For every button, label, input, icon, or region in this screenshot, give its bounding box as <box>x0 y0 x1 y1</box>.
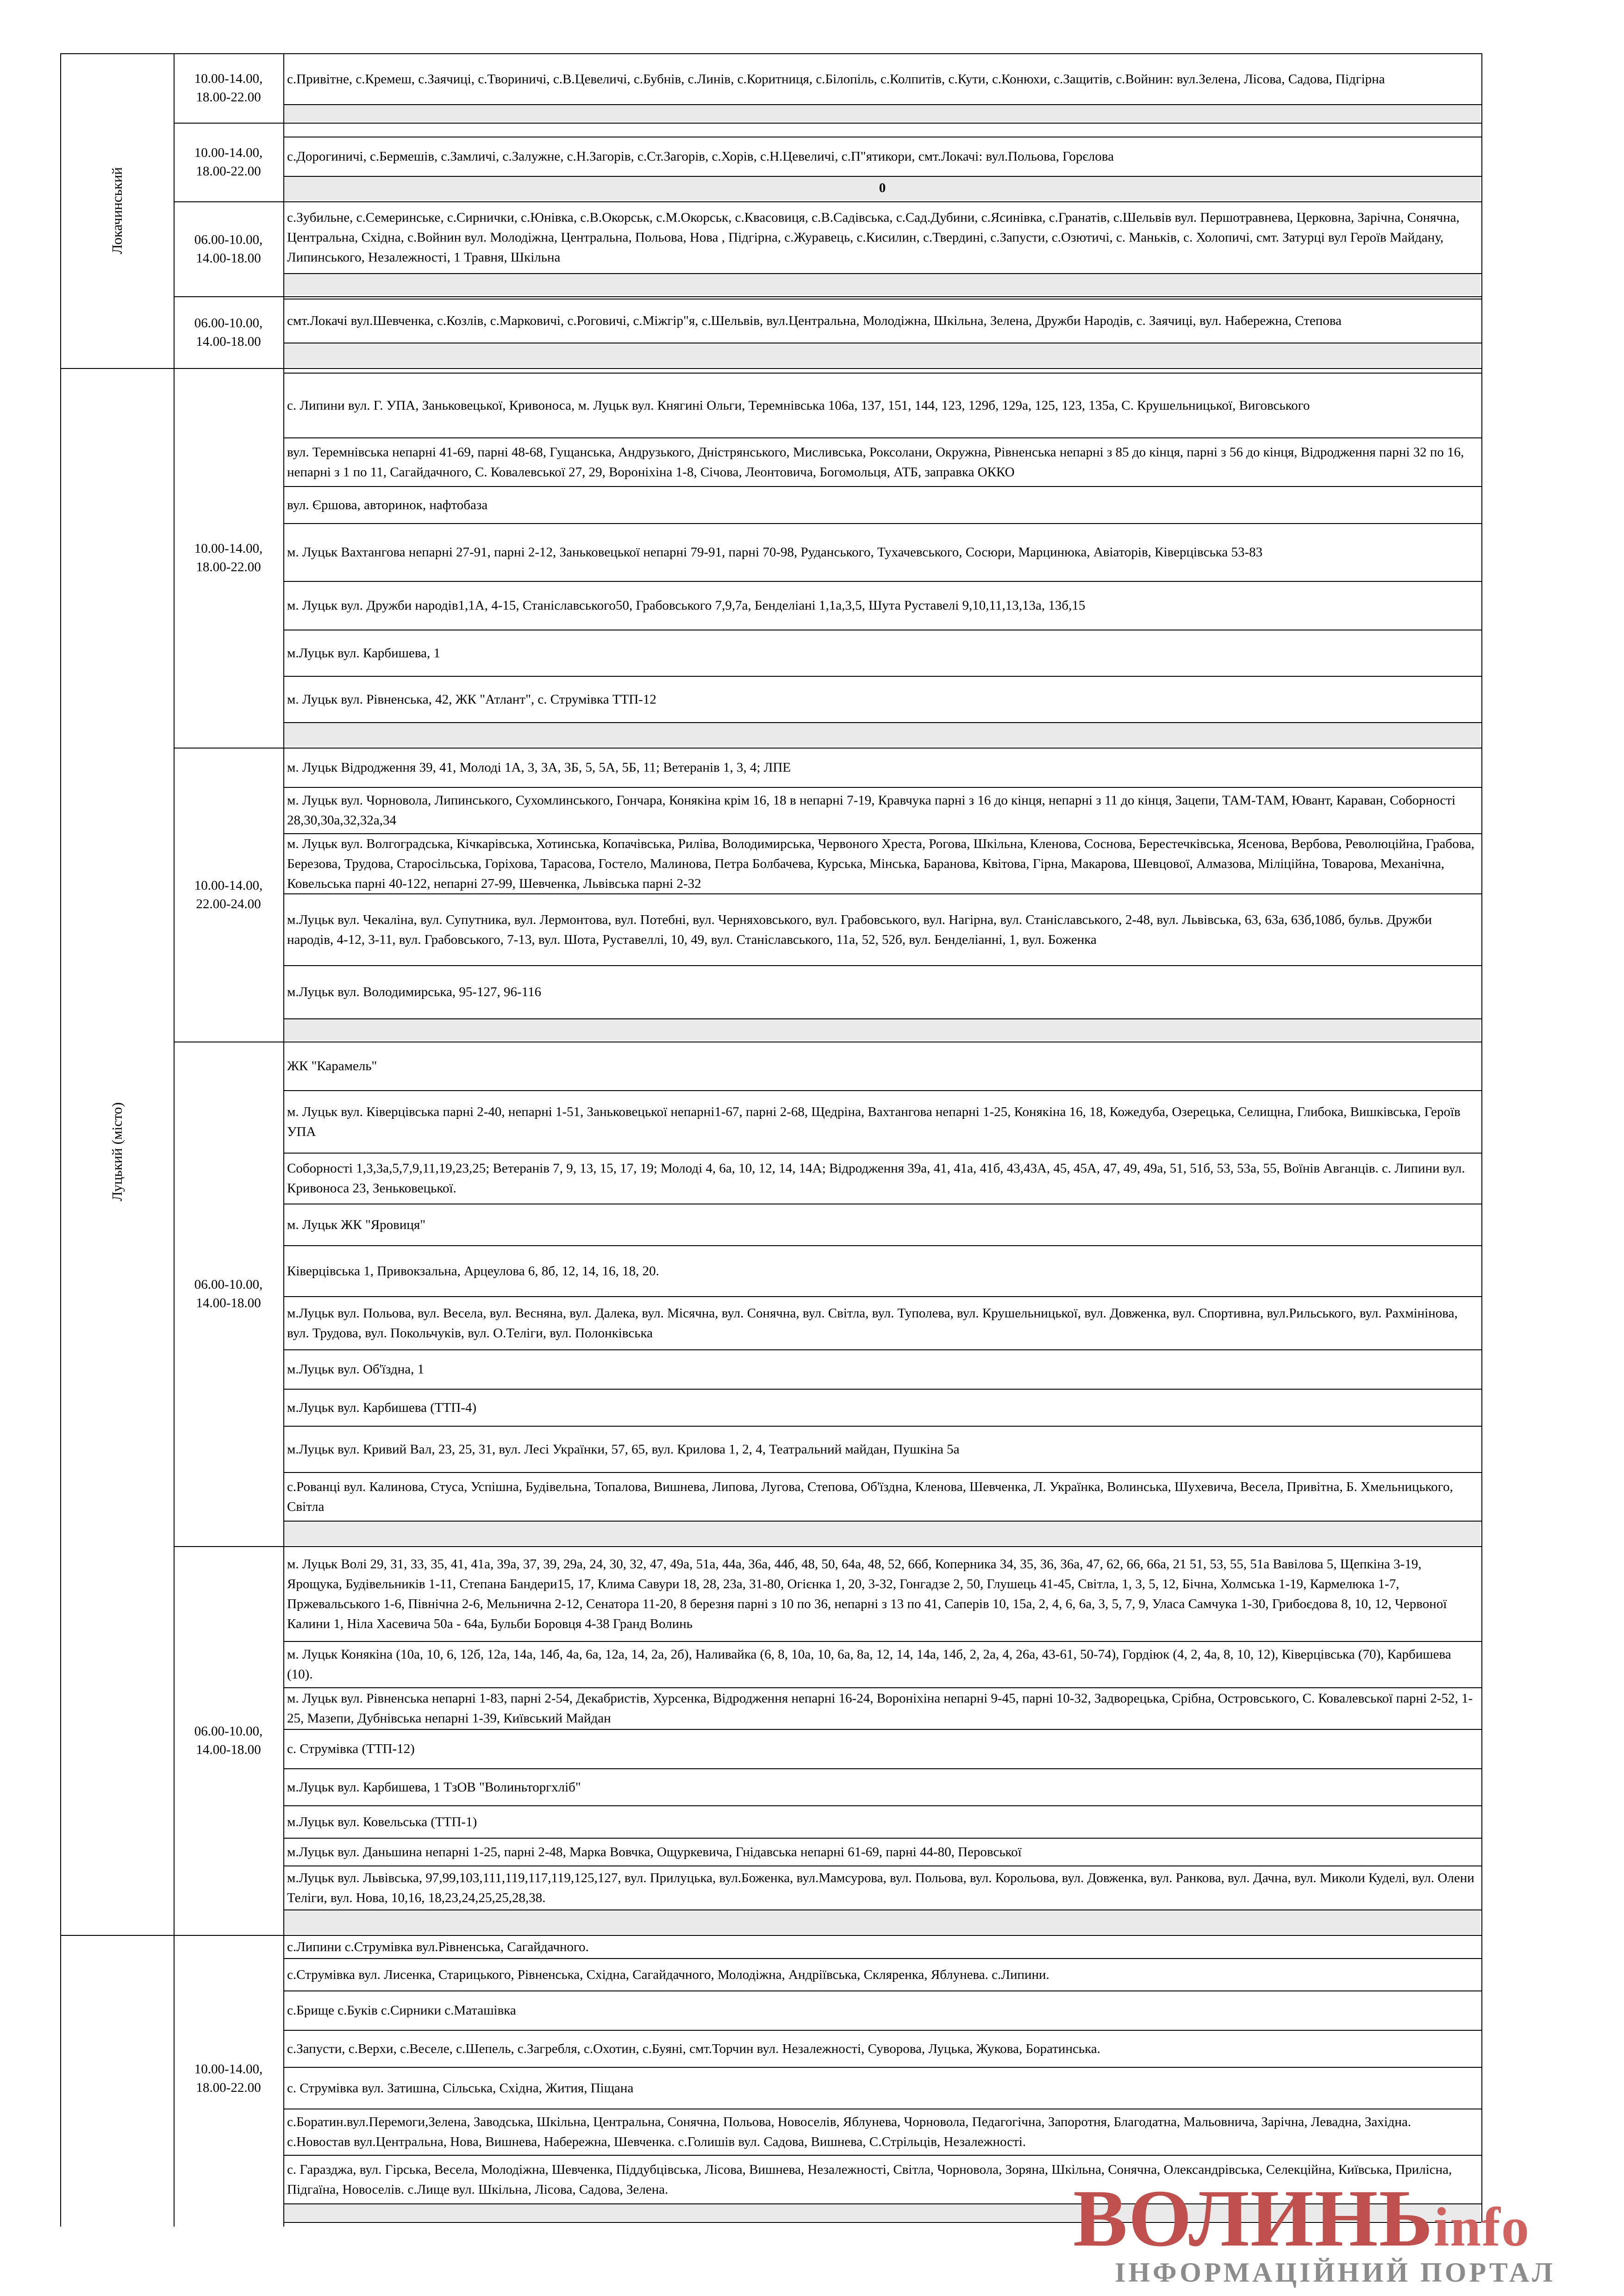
address-text: м.Луцьк вул. Карбишева, 1 ТзОВ "Волиньторгхліб" <box>287 1779 581 1795</box>
row-rule <box>283 1296 1481 1297</box>
time-slot-rule <box>174 748 283 749</box>
row-rule <box>283 104 1481 105</box>
row-rule <box>283 1958 1481 1959</box>
district-name: Локачинський <box>108 167 125 254</box>
address-list <box>287 487 1478 523</box>
separator-row <box>284 274 1480 295</box>
address-list <box>287 2031 1478 2067</box>
separator-row <box>284 1522 1480 1545</box>
address-list <box>287 1091 1478 1153</box>
address-text: с.Дорогиничі, с.Бермешів, с.Замличі, с.Залужне, с.Н.Загорів, с.Ст.Загорів, с.Хорів, с.Н.Цевеличі, с.П"ятикори, смт.Локачі: вул.Польова, Горєлова <box>287 149 1114 164</box>
address-list <box>287 1688 1478 1729</box>
time-slot: 10.00-14.00, 18.00-22.00 <box>194 2062 263 2095</box>
address-list <box>287 1154 1478 1204</box>
address-list <box>287 1806 1478 1838</box>
time-slot-rule <box>174 1546 283 1547</box>
row-rule <box>283 1838 1481 1839</box>
table-column-rule <box>174 53 175 2227</box>
address-text: Соборності 1,3,3а,5,7,9,11,19,23,25; Ветеранів 7, 9, 13, 15, 17, 19; Молоді 4, 6а, 10, 12, 14, 14А; Відродження 39а, 41, 41а, 41б, 43,43А, 45, 45А, 47, 49, 49а, 51, 51б, 53, 53а, 55, Воїнів Авганців. с. Липини вул. Кривоноса 23, Зеньковецької. <box>287 1161 1465 1196</box>
address-list <box>287 1204 1478 1245</box>
address-list <box>287 1042 1478 1090</box>
address-text: м.Луцьк вул. Львівська, 97,99,103,111,119,117,119,125,127, вул. Прилуцька, вул.Боженка, вул.Мамсурова, вул. Польова, вул. Корольова, вул. Довженка, вул. Ранкова, вул. Дачна, вул. Миколи Куделі, вул. Олени Теліги, вул. Нова, 10,16, 18,23,24,25,25,28,38. <box>287 1870 1474 1905</box>
row-rule <box>283 748 1481 749</box>
address-list <box>287 834 1478 893</box>
address-list <box>287 1350 1478 1389</box>
address-text: м.Луцьк вул. Даньшина непарні 1-25, парні 2-48, Марка Вовчка, Ощуркевича, Гнідавська непарні 61-69, парні 44-80, Перовської <box>287 1844 1022 1859</box>
row-rule <box>283 1349 1481 1350</box>
row-rule <box>283 523 1481 524</box>
row-rule <box>283 1687 1481 1688</box>
address-text: м. Луцьк вул. Волгоградська, Кічкарівська, Хотинська, Копачівська, Риліва, Володимирська, Червоного Хреста, Рогова, Шкільна, Кленова, Соснова, Берестечківська, Ясенова, Вербова, Революційна, Грабова, Березова, Трудова, Старосільська, Горіхова, Тарасова, Гостело, Малинова, Петра Болбачева, Курська, Мінська, Баранова, Квітова, Гірна, Макарова, Шевцової, Алмазова, Міліційна, Товарова, Механічна, Ковельська парні 40-122, непарні 27-99, Шевченка, Львівська парні 2-32 <box>287 836 1474 891</box>
address-list <box>287 1866 1478 1909</box>
address-text: с.Боратин.вул.Перемоги,Зелена, Заводська, Шкільна, Центральна, Сонячна, Польова, Новоселів, Яблунева, Чорновола, Педагогічна, Запоротня, Благодатна, Мальовнича, Зарічна, Левадна, Західна. с.Новостав вул.Центральна, Нова, Вишнева, Набережна, Шевченка. с.Голишів вул. Садова, Вишнева, С.Стрільців, Незалежності. <box>287 2115 1412 2149</box>
address-list <box>287 1473 1478 1521</box>
address-text: м.Луцьк вул. Об'їздна, 1 <box>287 1362 425 1377</box>
address-list <box>287 966 1478 1018</box>
address-text: с.Липини с.Струмівка вул.Рівненська, Сагайдачного. <box>287 1939 589 1954</box>
separator-row <box>284 723 1480 747</box>
row-rule <box>283 1909 1481 1910</box>
separator-row <box>284 343 1480 367</box>
address-text: м.Луцьк вул. Карбишева (ТТП-4) <box>287 1400 477 1415</box>
address-text: м. Луцьк вул. Рівненська непарні 1-83, парні 2-54, Декабристів, Хурсенка, Відродження непарні 16-24, Вороніхіна непарні 9-45, парні 10-32, Задворецька, Срібна, Островського, С. Ковалевської парні 2-52, 1-25, Мазепи, Дубнівська непарні 1-39, Київський Майдан <box>287 1691 1473 1726</box>
district-label <box>60 53 174 368</box>
row-rule <box>283 373 1481 374</box>
row-rule <box>283 296 1481 297</box>
address-list <box>287 2109 1478 2155</box>
time-slot-rule <box>174 201 283 202</box>
row-rule <box>283 1768 1481 1769</box>
row-rule <box>283 1521 1481 1522</box>
row-rule <box>283 787 1481 788</box>
address-text: м. Луцьк вул. Рівненська, 42, ЖК "Атлант", с. Струмівка ТТП-12 <box>287 692 656 707</box>
address-text: с. Струмівка вул. Затишна, Сільська, Східна, Жития, Піщана <box>287 2080 634 2096</box>
time-slot-rule <box>174 53 283 54</box>
address-text: с. Струмівка (ТТП-12) <box>287 1741 415 1756</box>
district-top-rule <box>60 368 174 369</box>
row-rule <box>283 123 1481 124</box>
row-rule <box>283 893 1481 894</box>
address-list <box>287 374 1478 437</box>
row-rule <box>283 1729 1481 1730</box>
time-slot-rule <box>174 368 283 369</box>
row-rule <box>283 965 1481 966</box>
address-list <box>287 1991 1478 2030</box>
address-list <box>287 1642 1478 1687</box>
address-text: вул. Теремнівська непарні 41-69, парні 48-68, Гущанська, Андрузького, Дністрянського, Мисливська, Роксолани, Окружна, Рівненська непарні з 85 до кінця, парні з 56 до кінця, Відродження парні 32 по 16, непарні з 1 по 11, Сагайдачного, С. Ковалевської 27, 29, Вороніхіна 1-8, Січова, Леонтовича, Богомольця, АТБ, заправка ОККО <box>287 444 1464 480</box>
address-text: м. Луцьк вул. Ківерцівська парні 2-40, непарні 1-51, Заньковецької непарні1-67, парні 2-68, Щедріна, Вахтангова непарні 1-25, Конякіна 16, 18, Кожедуба, Озерецька, Селищна, Глибока, Вишківська, Героїв УПА <box>287 1104 1461 1139</box>
address-list <box>287 438 1478 486</box>
row-rule <box>283 833 1481 834</box>
address-text: с.Запусти, с.Верхи, с.Веселе, с.Шепель, с.Загребля, с.Охотин, с.Буяні, смт.Торчин вул. Незалежності, Суворова, Луцька, Жукова, Боратинська. <box>287 2041 1100 2056</box>
address-list <box>287 677 1478 722</box>
address-list <box>287 1839 1478 1866</box>
time-slot: 10.00-14.00, 18.00-22.00 <box>194 541 263 574</box>
address-text: м. Луцьк вул. Чорновола, Липинського, Сухомлинського, Гончара, Конякіна крім 16, 18 в непарні 7-19, Кравчука парні з 16 до кінця, непарні з 11 до кінця, Зацепи, ТАМ-ТАМ, Ювант, Караван, Соборності 28,30,30а,32,32а,34 <box>287 793 1455 828</box>
address-text: м. Луцьк вул. Дружби народів1,1А, 4-15, Станіславського50, Грабовського 7,9,7а, Бенделіані 1,1а,3,5, Шута Руставелі 9,10,11,13,13а, 13б,15 <box>287 598 1086 613</box>
address-text: м.Луцьк вул. Чекаліна, вул. Супутника, вул. Лермонтова, вул. Потебні, вул. Черняховського, вул. Грабовського, вул. Нагірна, вул. Станіславського, 2-48, вул. Львівська, 63, 63а, 63б,108б, бульв. Дружби народів, 4-12, 3-11, вул. Грабовського, 7-13, вул. Шота, Руставеллі, 10, 49, вул. Станіславського, 11а, 52, 52б, вул. Бенделіанні, 1, вул. Боженка <box>287 912 1432 947</box>
row-rule <box>283 1546 1481 1547</box>
time-slot: 10.00-14.00, 22.00-24.00 <box>194 878 263 911</box>
watermark-subtitle: ІНФОРМАЦІЙНИЙ ПОРТАЛ <box>1115 2257 1555 2288</box>
address-text: с.Привітне, с.Кремеш, с.Заячиці, с.Твориничі, с.В.Цевеличі, с.Бубнів, с.Линів, с.Коритниця, с.Білопіль, с.Колпитів, с.Кути, с.Конюхи, с.Защитів, с.Войнин: вул.Зелена, Лісова, Садова, Підгірна <box>287 71 1385 87</box>
time-slot: 06.00-10.00, 14.00-18.00 <box>194 1277 263 1310</box>
district-top-rule <box>60 53 174 54</box>
district-label <box>60 368 174 1935</box>
row-rule <box>283 676 1481 677</box>
table-right-rule <box>1481 53 1482 2222</box>
address-text: с.Зубильне, с.Семеринське, с.Сирнички, с.Юнівка, с.В.Окорськ, с.М.Окорськ, с.Квасовиця, с.В.Садівська, с.Сад.Дубини, с.Ясинівка, с.Гранатів, с.Шельвів вул. Першотравнева, Церковна, Зарічна, Сонячна, Центральна, Східна, с.Войнин вул. Молодіжна, Центральна, Польова, Нова , Підгірна, с.Журавець, с.Кисилин, с.Твердині, с.Запусти, с.Озютичі, с. Маньків, с. Холопичі, смт. Затурці вул Героїв Майдану, Липинського, Незалежності, 1 Травня, Шкільна <box>287 210 1460 265</box>
address-text: м.Луцьк вул. Володимирська, 95-127, 96-116 <box>287 985 542 999</box>
time-slot: 10.00-14.00, 18.00-22.00 <box>194 145 263 179</box>
row-rule <box>283 1153 1481 1154</box>
row-rule <box>283 1090 1481 1091</box>
address-list <box>287 749 1478 787</box>
row-rule <box>283 1641 1481 1642</box>
zero-marker: 0 <box>879 181 886 195</box>
address-list <box>287 137 1478 176</box>
row-rule <box>283 2155 1481 2156</box>
row-rule <box>283 722 1481 723</box>
district-top-rule <box>60 1935 174 1936</box>
row-rule <box>283 368 1481 369</box>
address-list <box>287 1547 1478 1641</box>
address-list <box>287 202 1478 273</box>
address-text: м.Луцьк вул. Польова, вул. Весела, вул. Весняна, вул. Далека, вул. Місячна, вул. Сонячна, вул. Світла, вул. Туполева, вул. Крушельницької, вул. Довженка, вул. Спортивна, вул.Рильського, вул. Рахмінінова, вул. Трудова, вул. Покольчуків, вул. О.Теліги, вул. Полонківська <box>287 1305 1458 1341</box>
table-column-rule <box>283 53 284 2227</box>
row-rule <box>283 486 1481 487</box>
address-text: м. Луцьк Вахтангова непарні 27-91, парні 2-12, Заньковецької непарні 79-91, парні 70-98, Руданського, Тухачевського, Сосюри, Марцинюка, Авіаторів, Ківерцівська 53-83 <box>287 545 1263 560</box>
address-text: с.Струмівка вул. Лисенка, Старицького, Рівненська, Східна, Сагайдачного, Молодіжна, Андріївська, Скляренка, Яблунева. с.Липини. <box>287 1967 1049 1982</box>
district-name: Луцький (місто) <box>108 1102 125 1201</box>
address-text: м. Луцьк Відродження 39, 41, Молоді 1А, 3, 3А, 3Б, 5, 5А, 5Б, 11; Ветеранів 1, 3, 4; ЛПЕ <box>287 760 791 775</box>
volyn-info-watermark <box>1073 2173 1601 2289</box>
row-rule <box>283 1018 1481 1019</box>
separator-row <box>284 105 1480 122</box>
row-rule <box>283 201 1481 202</box>
time-slot-rule <box>174 296 283 297</box>
row-rule <box>283 1990 1481 1991</box>
address-list <box>287 1730 1478 1768</box>
row-rule <box>283 581 1481 582</box>
address-list <box>287 1390 1478 1426</box>
row-rule <box>283 1245 1481 1246</box>
address-list <box>287 299 1478 343</box>
address-text: м.Луцьк вул. Карбишева, 1 <box>287 645 441 661</box>
separator-row <box>284 1910 1480 1934</box>
address-text: с. Липини вул. Г. УПА, Заньковецької, Кривоноса, м. Луцьк вул. Княгині Ольги, Теремнівська 106а, 137, 151, 144, 123, 129б, 129а, 125, 123, 135а, С. Крушельницької, Виговського <box>287 398 1310 413</box>
row-rule <box>283 1935 1481 1936</box>
row-rule <box>283 176 1481 177</box>
row-rule <box>283 2030 1481 2031</box>
time-slot: 06.00-10.00, 14.00-18.00 <box>194 315 263 349</box>
address-text: ЖК "Карамель" <box>287 1059 377 1073</box>
address-list <box>287 1936 1478 1958</box>
address-text: м.Луцьк вул. Ковельська (ТТП-1) <box>287 1814 477 1829</box>
address-list <box>287 1297 1478 1349</box>
address-text: вул. Єршова, авторинок, нафтобаза <box>287 497 488 512</box>
address-list <box>287 1246 1478 1296</box>
row-rule <box>283 1805 1481 1806</box>
time-slot: 10.00-14.00, 18.00-22.00 <box>194 71 263 105</box>
time-slot: 06.00-10.00, 14.00-18.00 <box>194 232 263 266</box>
address-text: с.Брище с.Буків с.Сирники с.Маташівка <box>287 2003 516 2018</box>
address-list <box>287 524 1478 581</box>
time-slot: 06.00-10.00, 14.00-18.00 <box>194 1724 263 1757</box>
address-list <box>287 1959 1478 1990</box>
table-left-rule <box>60 53 61 2227</box>
time-slot-rule <box>174 123 283 124</box>
address-text: Ківерцівська 1, Привокзальна, Арцеулова 6, 8б, 12, 14, 16, 18, 20. <box>287 1263 659 1279</box>
address-text: м. Луцьк Конякіна (10а, 10, 6, 12б, 12а, 14а, 14б, 4а, 6а, 12а, 14, 2а, 2б), Наливайка (6, 8, 10а, 10, 6а, 8а, 12, 14, 14а, 14б, 2, 2а, 4, 26а, 43-61, 50-74), Гордіюк (4, 2, 4а, 8, 10, 12), Ківерцівська (70), Карбишева (10). <box>287 1647 1451 1682</box>
address-list <box>287 582 1478 630</box>
separator-row <box>284 1019 1480 1041</box>
address-text: м.Луцьк вул. Кривий Вал, 23, 25, 31, вул. Лесі Українки, 57, 65, вул. Крилова 1, 2, 4, Театральний майдан, Пушкіна 5а <box>287 1441 960 1457</box>
address-text: с. Гаразджа, вул. Гірська, Весела, Молодіжна, Шевченка, Піддубцівська, Лісова, Вишнева, Незалежності, Світла, Чорновола, Зоряна, Шкільна, Сонячна, Олександрівська, Селекційна, Київська, Прилісна, Підгаїна, Новоселів. с.Лище вул. Шкільна, Лісова, Садова, Зелена. <box>287 2162 1452 2197</box>
address-list <box>287 1427 1478 1472</box>
row-rule <box>283 1472 1481 1473</box>
address-list <box>287 2068 1478 2109</box>
row-rule <box>283 53 1481 54</box>
row-rule <box>283 1426 1481 1427</box>
row-rule <box>283 1389 1481 1390</box>
address-text: м. Луцьк Волі 29, 31, 33, 35, 41, 41а, 39а, 37, 39, 29а, 24, 30, 32, 47, 49а, 51а, 44а, 36а, 44б, 48, 50, 64а, 48, 52, 66б, Коперника 34, 35, 36, 36а, 47, 62, 66, 66а, 21 51, 53, 55, 51а Вавілова 5, Щепкіна 3-19, Ярощука, Будівельників 1-11, Степана Бандери15, 17, Клима Савури 18, 28, 23а, 31-80, Огієнка 1, 20, 3-32, Гонгадзе 2, 50, Глушець 41-45, Світла, 1, 3, 5, 12, Бічна, Холмська 1-19, Кармелюка 1-7, Пржевальського 1-6, Північна 2-6, Мельнична 2-12, Сенатора 11-20, 8 березня парні з 10 по 36, непарні з 13 по 41, Саперів 10, 15а, 2, 4, 6, 6а, 3, 5, 7, 9, Уласа Самчука 1-30, Грибоєдова 8, 10, 12, Червоної Калини 1, Ніла Хасевича 50а - 64а, Бульби Боровця 4-38 Гранд Волинь <box>287 1556 1447 1631</box>
row-rule <box>283 273 1481 274</box>
address-list <box>287 54 1478 104</box>
row-rule <box>283 2067 1481 2068</box>
address-text: с.Рованці вул. Калинова, Стуса, Успішна, Будівельна, Топалова, Вишнева, Липова, Лугова, Степова, Об'їздна, Кленова, Шевченка, Л. Українка, Волинська, Шухевича, Весела, Привітна, Б. Хмельницького, Світла <box>287 1479 1453 1514</box>
time-slot-rule <box>174 1935 283 1936</box>
watermark-logo: ВОЛИНЬinfo <box>1073 2173 1530 2264</box>
address-list <box>287 894 1478 965</box>
address-text: м. Луцьк ЖК "Яровиця" <box>287 1217 426 1232</box>
address-list <box>287 1769 1478 1805</box>
row-rule <box>283 437 1481 438</box>
address-list <box>287 630 1478 676</box>
address-text: смт.Локачі вул.Шевченка, с.Козлів, с.Марковичі, с.Роговичі, с.Міжгір"я, с.Шельвів, вул.Центральна, Молодіжна, Шкільна, Зелена, Дружби Народів, с. Заячиці, вул. Набережна, Степова <box>287 313 1342 328</box>
address-list <box>287 788 1478 833</box>
